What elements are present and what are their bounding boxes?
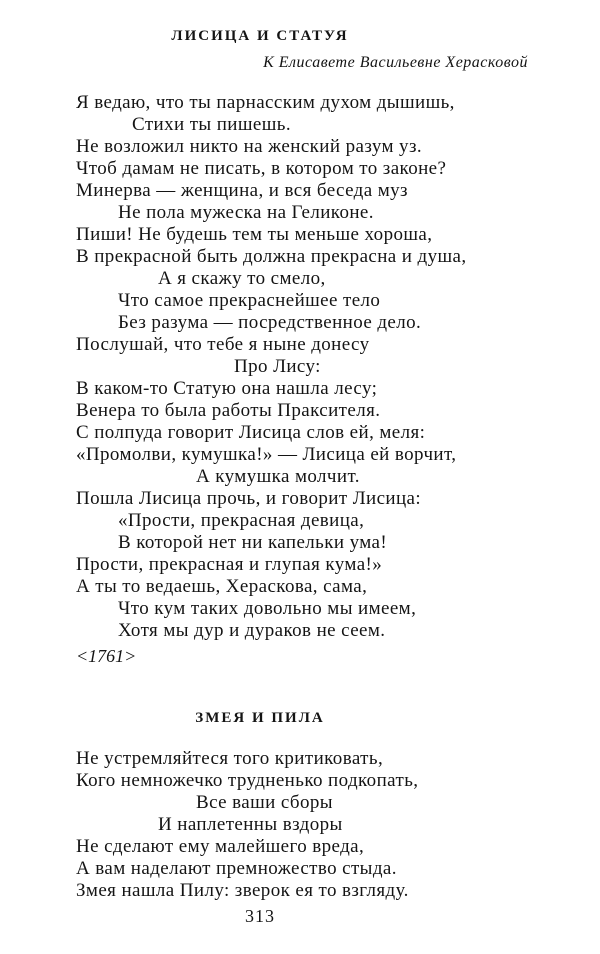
poem-line: Не сделают ему малейшего вреда, [76, 836, 365, 857]
poem-line: Все ваши сборы [196, 792, 333, 813]
poem-dedication: К Елисавете Васильевне Херасковой [263, 54, 528, 71]
poem-line: В прекрасной быть должна прекрасна и душа, [76, 246, 467, 267]
poem-line: Что самое прекраснейшее тело [118, 290, 381, 311]
poem-line: Стихи ты пишешь. [132, 114, 291, 135]
poem-line: Не возложил никто на женский разум уз. [76, 136, 423, 157]
poem-line: Прости, прекрасная и глупая кума!» [76, 554, 383, 575]
poem-line: Хотя мы дур и дураков не сеем. [118, 620, 386, 641]
poem-line: А я скажу то смело, [158, 268, 326, 289]
poem-line: Послушай, что тебе я ныне донесу [76, 334, 370, 355]
poem-line: «Прости, прекрасная девица, [118, 510, 365, 531]
poem-line: А ты то ведаешь, Хераскова, сама, [76, 576, 368, 597]
poem-line: Не устремляйтеся того критиковать, [76, 748, 384, 769]
poem-title: ЛИСИЦА И СТАТУЯ [171, 28, 349, 44]
poem-line: В каком-то Статую она нашла лесу; [76, 378, 378, 399]
poem-line: Пиши! Не будешь тем ты меньше хороша, [76, 224, 433, 245]
poem-line: Про Лису: [234, 356, 321, 377]
poem-date: <1761> [76, 646, 137, 666]
poem-line: Я ведаю, что ты парнасским духом дышишь, [76, 92, 455, 113]
poem-line: Змея нашла Пилу: зверок ея то взгляду. [76, 880, 409, 901]
poem-line: Венера то была работы Праксителя. [76, 400, 381, 421]
poem-line: «Промолви, кумушка!» — Лисица ей ворчит, [76, 444, 457, 465]
page-number: 313 [245, 906, 275, 926]
poem-title: ЗМЕЯ И ПИЛА [195, 710, 325, 726]
poem-line: В которой нет ни капельки ума! [118, 532, 388, 553]
poem-line: С полпуда говорит Лисица слов ей, меля: [76, 422, 426, 443]
poem-line: И наплетенны вздоры [158, 814, 343, 835]
poem-line: Минерва — женщина, и вся беседа муз [76, 180, 408, 201]
poem-line: Пошла Лисица прочь, и говорит Лисица: [76, 488, 422, 509]
poem-line: Чтоб дамам не писать, в котором то законе? [76, 158, 447, 179]
poem-line: А вам наделают премножество стыда. [76, 858, 397, 879]
poem-line: Что кум таких довольно мы имеем, [118, 598, 417, 619]
poem-line: Не пола мужеска на Геликоне. [118, 202, 374, 223]
poem-line: А кумушка молчит. [196, 466, 360, 487]
poem-line: Без разума — посредственное дело. [118, 312, 422, 333]
poem-line: Кого немножечко трудненько подкопать, [76, 770, 419, 791]
